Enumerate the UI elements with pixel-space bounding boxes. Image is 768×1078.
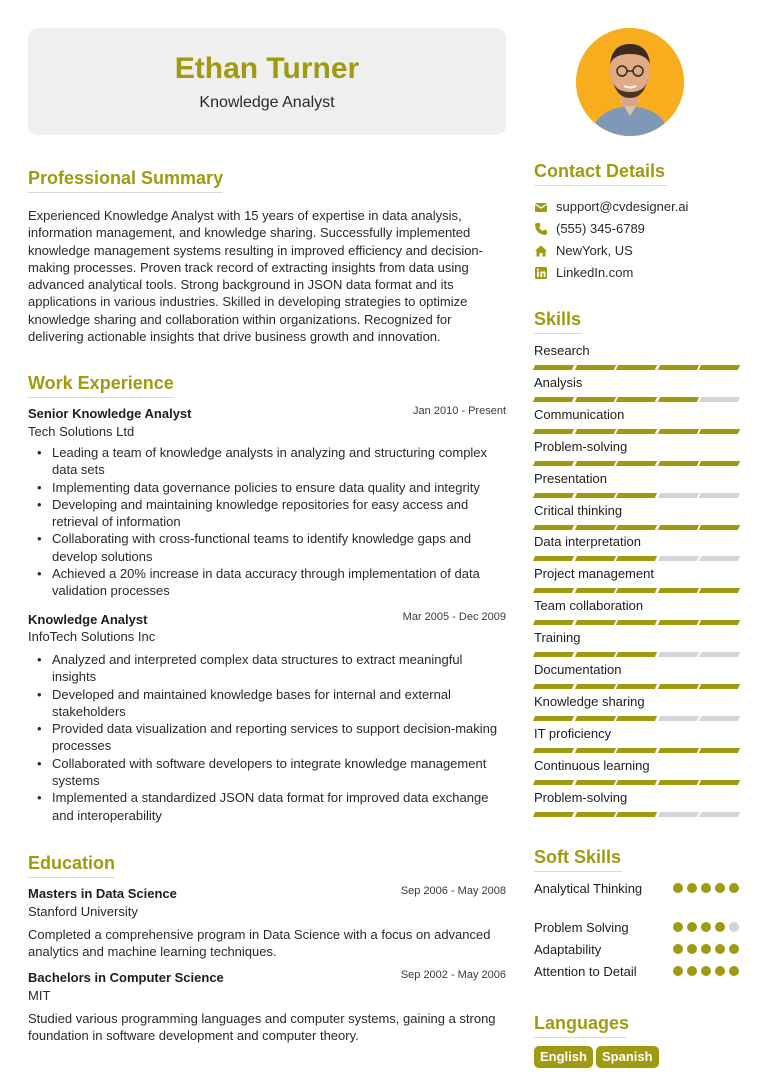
rating-dot [715,922,725,932]
skill-level-bar [534,525,739,530]
skill-level-segment [533,780,574,785]
skill-level-segment [616,716,657,721]
skill-item [534,790,739,817]
linkedin-text: LinkedIn.com [556,265,634,280]
skill-level-bar [534,684,739,689]
skill-item [534,534,739,561]
skill-level-segment [574,716,615,721]
degree-description: Studied various programming languages and computer systems, gaining a strong foundation in software development and computer theory. [28,1011,496,1044]
skill-name: Knowledge sharing [534,693,645,709]
job-bullets [28,444,506,600]
skill-level-segment [699,780,740,785]
skill-level-segment [616,525,657,530]
skill-level-segment [616,397,657,402]
skill-name: Documentation [534,662,622,677]
skill-level-bar [534,588,739,593]
skill-level-segment [658,748,699,753]
skill-level-segment [574,748,615,753]
skill-level-segment [616,812,657,817]
rating-dot [673,922,683,932]
skill-name: Data interpretation [534,534,641,550]
skill-level-segment [533,748,574,753]
phone-text: (555) 345-6789 [556,221,645,236]
skill-level-segment [574,556,615,561]
skill-level-segment [658,588,699,593]
skill-item [534,598,739,625]
soft-skill-name: Attention to Detail [534,964,637,979]
rating-dot [701,922,711,932]
home-icon [534,244,548,258]
rating-dot [729,966,739,976]
soft-skill-item [534,920,739,935]
skill-level-bar [534,748,739,753]
skill-level-segment [533,365,574,370]
degree-date: Sep 2002 - May 2006 [400,969,506,981]
skill-name: Problem-solving [534,438,628,454]
skill-level-segment [533,620,574,625]
skill-level-segment [699,429,740,434]
soft-skill-name: Problem Solving [534,920,629,935]
soft-skill-item [534,964,739,979]
rating-dot [673,944,683,954]
skill-level-segment [699,556,740,561]
skill-level-segment [616,493,657,498]
skill-level-segment [699,748,740,753]
linkedin-icon [534,266,548,280]
skill-level-segment [574,588,615,593]
envelope-icon [534,200,548,214]
rating-dot [715,944,725,954]
job-title: Senior Knowledge Analyst [28,406,192,421]
skill-name: Presentation [534,470,607,486]
skill-level-segment [658,652,699,657]
list-item: • Leading a team of knowledge analysts in analyzing and structuring complex data sets [28,444,506,479]
skill-name: Problem-solving [534,789,628,805]
skill-level-segment [574,652,615,657]
skill-level-bar [534,429,739,434]
rating-dot [715,883,725,893]
rating-dot [715,966,725,976]
skill-level-segment [616,748,657,753]
skill-level-bar [534,716,739,721]
skill-level-segment [658,493,699,498]
skill-level-segment [616,620,657,625]
rating-dot [701,883,711,893]
job-company: Tech Solutions Ltd [28,424,135,439]
phone-icon [534,222,548,236]
skill-level-segment [533,684,574,689]
degree-description: Completed a comprehensive program in Data Science with a focus on advanced analytics and machine learning techniques. [28,927,491,960]
rating-dot [687,944,697,954]
skill-item [534,471,739,498]
skill-level-segment [574,525,615,530]
skill-level-segment [658,461,699,466]
header-card [28,28,506,135]
rating-dot [729,944,739,954]
rating-dot [729,922,739,932]
job-title: Knowledge Analyst [28,612,148,627]
skill-level-segment [699,397,740,402]
skill-level-bar [534,493,739,498]
skill-level-segment [658,620,699,625]
skill-level-segment [658,780,699,785]
list-item: • Achieved a 20% increase in data accuracy through implementation of data validation processes [28,565,506,600]
soft-skill-rating [673,966,739,976]
skill-level-segment [574,429,615,434]
education-heading: Education [28,853,115,878]
language-badge: Spanish [596,1046,659,1068]
skill-item [534,662,739,689]
rating-dot [687,966,697,976]
skills-heading: Skills [534,309,582,334]
soft-skill-item [534,942,739,957]
contact-phone[interactable] [534,221,645,236]
list-item: • Developed and maintained knowledge bases for internal and external stakeholders [28,686,506,721]
summary-text: Experienced Knowledge Analyst with 15 years of expertise in data analysis, information management, and knowledge sharing. Successfully implemented knowledge management systems resulting in improved efficiency and decision-making processes. Proven track record of extracting insights from data using advanced analytical tools. Strong background in JSON data format and its applications in various industries. Skilled in developing strategies to optimize knowledge sharing and collaboration within organizations. Recognized for delivering actionable insights that drive business growth and innovation. [28,208,483,345]
skill-level-segment [658,684,699,689]
skill-level-segment [658,525,699,530]
skill-level-segment [533,716,574,721]
skill-name: Project management [534,566,654,582]
rating-dot [701,944,711,954]
list-item: • Implementing data governance policies to ensure data quality and integrity [28,479,506,496]
rating-dot [673,883,683,893]
rating-dot [687,922,697,932]
skill-item [534,503,739,530]
skill-level-segment [533,652,574,657]
job-company: InfoTech Solutions Inc [28,629,156,644]
skill-level-segment [533,493,574,498]
skill-level-segment [574,684,615,689]
skill-item [534,630,739,657]
skill-level-segment [533,429,574,434]
skill-level-segment [699,588,740,593]
soft-skill-item [534,881,739,896]
candidate-name: Ethan Turner [174,52,360,85]
skill-level-segment [616,461,657,466]
list-item: • Collaborated with software developers to integrate knowledge management systems [28,755,506,790]
skill-name: Training [534,630,581,646]
skill-level-bar [534,461,739,466]
skill-level-bar [534,812,739,817]
degree-title: Masters in Data Science [28,886,177,901]
skill-item [534,758,739,785]
list-item: • Analyzed and interpreted complex data structures to extract meaningful insights [28,651,506,686]
contact-location [534,243,633,258]
skill-item [534,726,739,753]
skill-level-segment [616,429,657,434]
skill-level-bar [534,652,739,657]
skill-level-segment [658,397,699,402]
list-item: • Provided data visualization and reporting services to support decision-making processes [28,720,506,755]
skill-level-bar [534,556,739,561]
skill-level-segment [699,365,740,370]
school-name: Stanford University [28,904,138,919]
skill-level-bar [534,620,739,625]
skill-level-segment [699,493,740,498]
skill-level-segment [533,812,574,817]
skill-name: Continuous learning [534,757,650,773]
language-badge: English [534,1046,593,1068]
skill-level-segment [616,365,657,370]
skill-level-segment [658,716,699,721]
skill-name: Critical thinking [534,502,623,518]
experience-heading: Work Experience [28,373,174,398]
skill-level-segment [533,588,574,593]
skill-item [534,375,739,402]
rating-dot [673,966,683,976]
candidate-role: Knowledge Analyst [199,94,335,111]
skill-level-segment [574,365,615,370]
skill-name: Team collaboration [534,598,644,614]
rating-dot [687,883,697,893]
degree-title: Bachelors in Computer Science [28,970,224,985]
skill-level-segment [699,652,740,657]
skill-level-segment [533,525,574,530]
avatar [576,28,684,136]
skill-name: Research [534,343,590,358]
list-item: • Implemented a standardized JSON data format for improved data exchange and interoperability [28,789,506,824]
rating-dot [701,966,711,976]
skill-level-segment [658,429,699,434]
skill-name: Analysis [534,374,583,390]
skill-level-segment [533,461,574,466]
soft-skill-rating [673,883,739,893]
skill-level-segment [616,556,657,561]
skill-level-segment [574,493,615,498]
skill-level-segment [699,684,740,689]
soft-skill-rating [673,922,739,932]
skill-item [534,694,739,721]
school-name: MIT [28,988,51,1003]
contact-linkedin[interactable] [534,265,633,280]
job-date: Mar 2005 - Dec 2009 [402,611,506,623]
skill-level-bar [534,780,739,785]
skill-item [534,343,739,370]
contact-email[interactable] [534,199,688,214]
summary-heading: Professional Summary [28,168,223,193]
skill-level-segment [616,588,657,593]
skill-level-segment [574,461,615,466]
skill-item [534,407,739,434]
skill-level-segment [699,812,740,817]
skill-level-segment [616,652,657,657]
skill-level-segment [658,812,699,817]
skill-name: IT proficiency [534,725,612,741]
soft-skill-name: Adaptability [534,942,602,957]
skill-level-segment [699,620,740,625]
skill-item [534,566,739,593]
skill-level-segment [574,620,615,625]
degree-date: Sep 2006 - May 2008 [400,885,506,897]
skill-item [534,439,739,466]
rating-dot [729,883,739,893]
skill-level-segment [699,716,740,721]
skill-level-segment [616,684,657,689]
contact-heading: Contact Details [534,161,667,186]
skill-level-bar [534,365,739,370]
list-item: • Developing and maintaining knowledge repositories for easy access and retrieval of information [28,496,506,531]
skill-name: Communication [534,406,625,422]
skill-level-segment [574,397,615,402]
list-item: • Collaborating with cross-functional teams to identify knowledge gaps and develop solutions [28,530,506,565]
skill-level-segment [658,556,699,561]
job-date: Jan 2010 - Present [413,405,506,417]
skill-level-segment [574,812,615,817]
skill-level-segment [533,556,574,561]
languages-heading: Languages [534,1013,626,1038]
skill-level-bar [534,397,739,402]
soft-skill-name: Analytical Thinking [534,881,643,896]
skill-level-segment [616,780,657,785]
soft-skill-rating [673,944,739,954]
job-bullets [28,651,506,824]
skill-level-segment [699,525,740,530]
skill-level-segment [699,461,740,466]
skill-level-segment [533,397,574,402]
skill-level-segment [574,780,615,785]
location-text: NewYork, US [556,243,633,258]
soft-skills-heading: Soft Skills [534,847,622,872]
skill-level-segment [658,365,699,370]
email-text: support@cvdesigner.ai [556,199,689,214]
